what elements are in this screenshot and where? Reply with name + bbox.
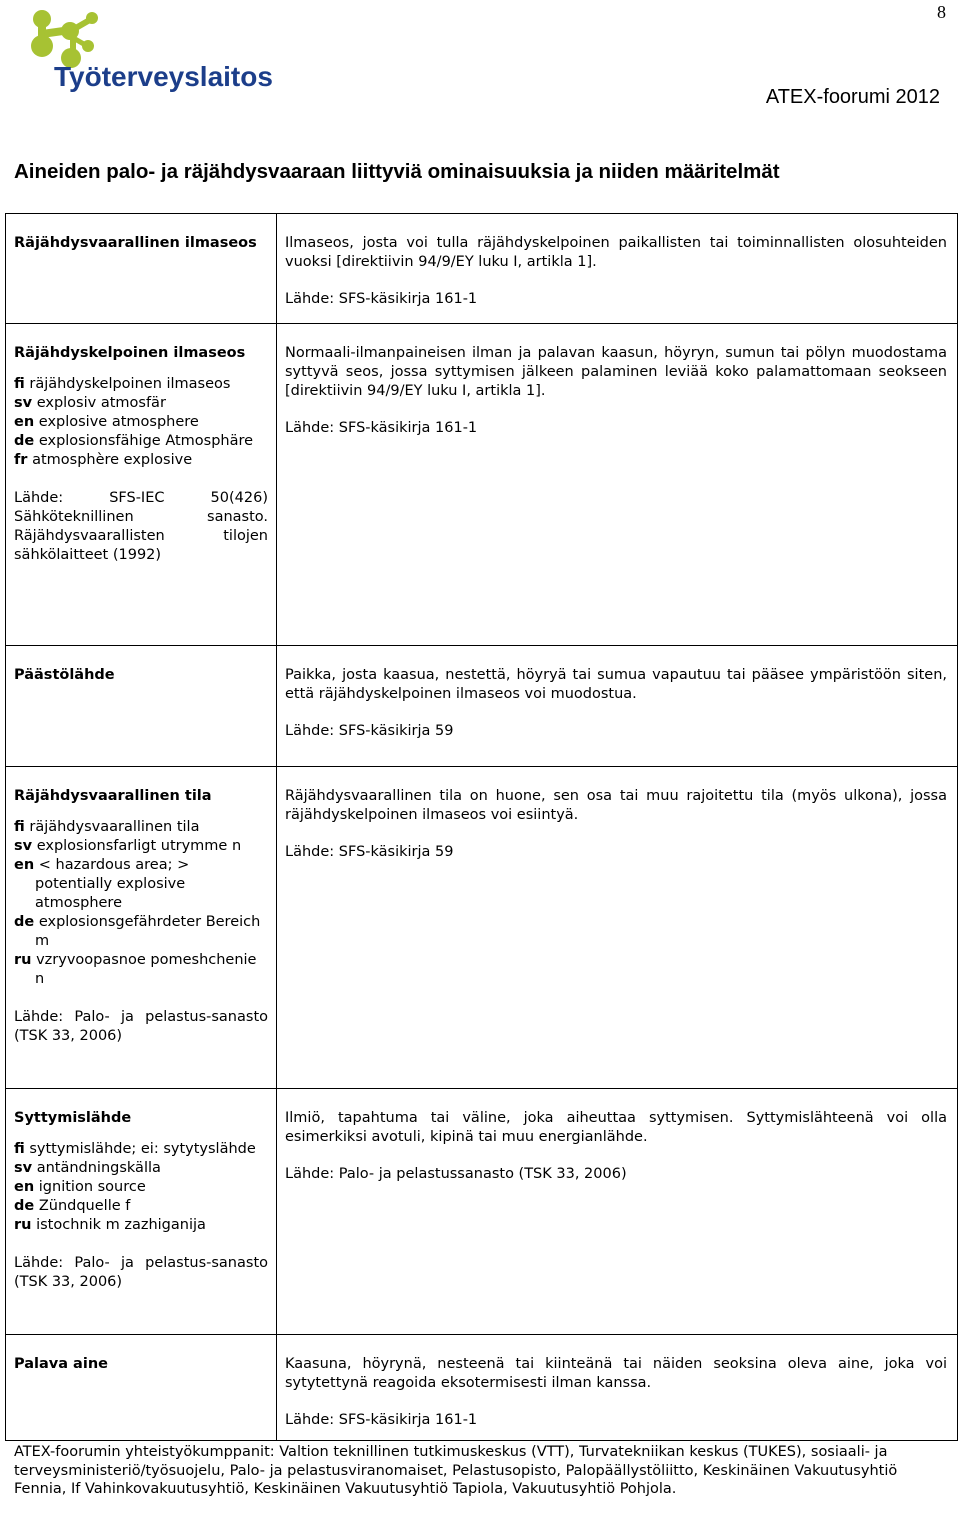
term-cell [6, 214, 277, 324]
table-row [6, 214, 958, 324]
translation-item: en explosive atmosphere [14, 414, 199, 430]
translations-list [14, 1140, 268, 1235]
partners-footer: ATEX-foorumin yhteistyökumppanit: Valtion teknillinen tutkimuskeskus (VTT), Turvatekniikan keskus (TUKES), sosiaali- ja terveysministeriö/työsuojelu, Palo- ja pelastusviranomaiset, Pelastusopisto, Palopäällystöliitto, Keskinäinen Vakuutusyhtiö Fennia, If Vahinkovakuutusyhtiö, Keskinäinen Vakuutusyhtiö Tapiola, Vakuutusyhtiö Pohjola. [14, 1444, 898, 1498]
logo-wordmark: Työterveyslaitos [54, 61, 273, 92]
term-title: Päästölähde [14, 667, 115, 683]
term-cell [6, 1089, 277, 1335]
translation-item: de explosionsfähige Atmosphäre [14, 433, 254, 449]
term-cell [6, 324, 277, 646]
definition-source: Lähde: SFS-käsikirja 161-1 [285, 420, 478, 436]
translation-item: fi syttymislähde; ei: sytytyslähde [14, 1141, 256, 1157]
definition-cell [277, 767, 958, 1089]
translation-item: en < hazardous area; > potentially explosive atmosphere [14, 857, 190, 911]
definition-text: Ilmaseos, josta voi tulla räjähdyskelpoinen paikallisten tai toiminnallisten olosuhteiden vuoksi [direktiivin 94/9/EY luku I, artikla 1]. [285, 235, 947, 270]
definition-source: Lähde: Palo- ja pelastussanasto (TSK 33, 2006) [285, 1166, 627, 1182]
translation-item: fr atmosphère explosive [14, 452, 193, 468]
definition-text: Ilmiö, tapahtuma tai väline, joka aiheuttaa syttymisen. Syttymislähteenä voi olla esimerkiksi avotuli, kipinä tai muu energianlähde. [285, 1110, 947, 1145]
term-title: Räjähdyskelpoinen ilmaseos [14, 345, 246, 361]
term-source: Lähde: SFS-IEC 50(426) Sähköteknillinen sanasto. Räjähdysvaarallisten tilojen sähkölaitteet (1992) [14, 490, 268, 563]
terms-table [5, 213, 958, 1441]
tyoterveyslaitos-logo [26, 6, 286, 98]
translation-item: fi räjähdysvaarallinen tila [14, 819, 200, 835]
definition-cell [277, 1335, 958, 1441]
term-title: Syttymislähde [14, 1110, 132, 1126]
definition-source: Lähde: SFS-käsikirja 161-1 [285, 1412, 478, 1428]
table-row [6, 646, 958, 767]
term-source: Lähde: Palo- ja pelastus-sanasto (TSK 33, 2006) [14, 1255, 268, 1290]
term-title: Palava aine [14, 1356, 108, 1372]
translation-item: de explosionsgefährdeter Bereich m [14, 914, 261, 949]
translation-item: sv antändningskälla [14, 1160, 161, 1176]
term-source: Lähde: Palo- ja pelastus-sanasto (TSK 33, 2006) [14, 1009, 268, 1044]
logo-molecule-icon [31, 10, 98, 68]
definition-source: Lähde: SFS-käsikirja 59 [285, 844, 454, 860]
definition-text: Räjähdysvaarallinen tila on huone, sen osa tai muu rajoitettu tila (myös ulkona), jossa räjähdyskelpoinen ilmaseos voi esiintyä. [285, 788, 947, 823]
translations-list [14, 375, 268, 470]
translation-item: de Zündquelle f [14, 1198, 131, 1214]
definition-text: Paikka, josta kaasua, nestettä, höyryä tai sumua vapautuu tai pääsee ympäristöön siten, että räjähdyskelpoinen ilmaseos voi muodostua. [285, 667, 947, 702]
translation-item: ru istochnik m zazhiganija [14, 1217, 206, 1233]
table-row [6, 1335, 958, 1441]
definition-text: Normaali-ilmanpaineisen ilman ja palavan kaasun, höyryn, sumun tai pölyn muodostama syttyvä seos, jossa syttymisen jälkeen palaminen leviää koko palamattomaan seokseen [direktiivin 94/9/EY luku I, artikla 1]. [285, 345, 947, 399]
table-row [6, 767, 958, 1089]
page-number: 8 [937, 2, 946, 22]
definition-cell [277, 646, 958, 767]
term-cell [6, 1335, 277, 1441]
translation-item: sv explosionsfarligt utrymme n [14, 838, 242, 854]
definition-source: Lähde: SFS-käsikirja 161-1 [285, 291, 478, 307]
translation-item: fi räjähdyskelpoinen ilmaseos [14, 376, 231, 392]
definition-cell [277, 1089, 958, 1335]
definition-cell [277, 324, 958, 646]
term-title: Räjähdysvaarallinen ilmaseos [14, 235, 257, 251]
term-cell [6, 767, 277, 1089]
translation-item: en ignition source [14, 1179, 146, 1195]
term-title: Räjähdysvaarallinen tila [14, 788, 212, 804]
table-row [6, 1089, 958, 1335]
translation-item: sv explosiv atmosfär [14, 395, 166, 411]
definition-source: Lähde: SFS-käsikirja 59 [285, 723, 454, 739]
definition-text: Kaasuna, höyrynä, nesteenä tai kiinteänä tai näiden seoksina oleva aine, joka voi sytytettynä reagoida eksotermisesti ilman kanssa. [285, 1356, 947, 1391]
translations-list [14, 818, 268, 989]
definition-cell [277, 214, 958, 324]
term-cell [6, 646, 277, 767]
translation-item: ru vzryvoopasnoe pomeshchenie n [14, 952, 257, 987]
table-row [6, 324, 958, 646]
event-name: ATEX-foorumi 2012 [765, 86, 940, 108]
page-title: Aineiden palo- ja räjähdysvaaraan liittyviä ominaisuuksia ja niiden määritelmät [14, 160, 780, 183]
